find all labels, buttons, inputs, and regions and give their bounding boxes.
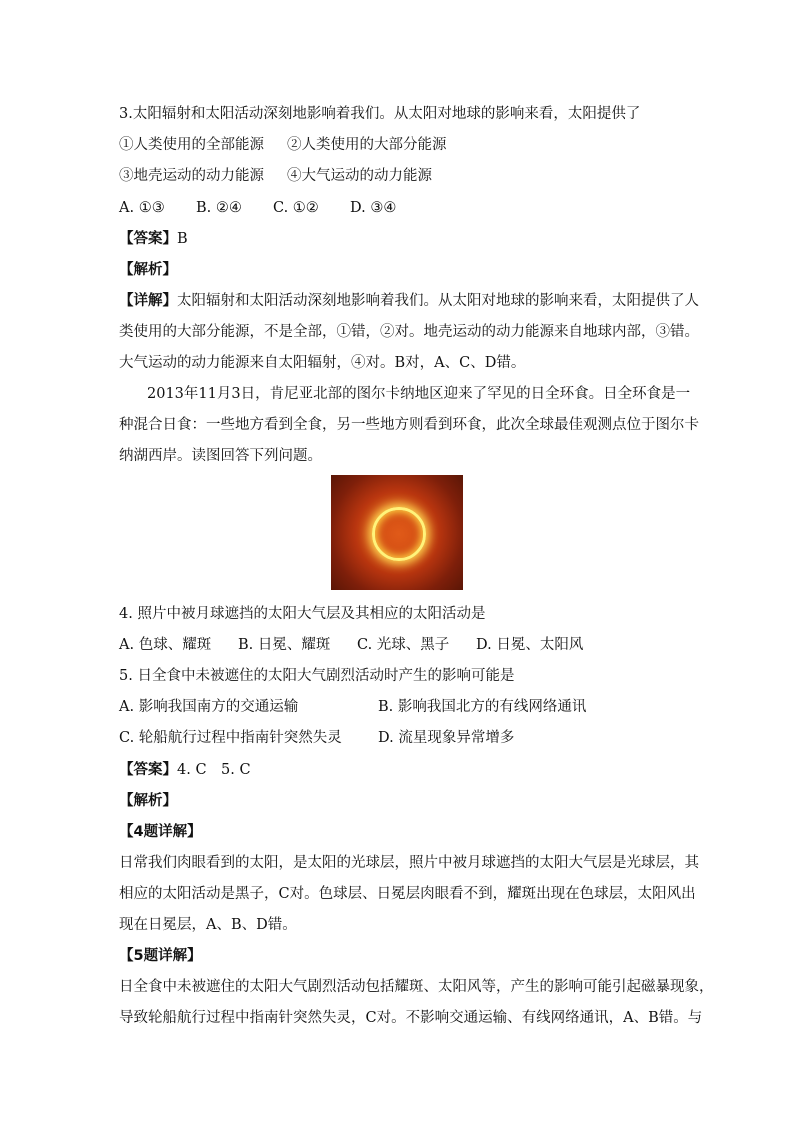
q3-analysis-label: 【解析】 xyxy=(119,262,177,278)
q3-items-row2 xyxy=(119,166,432,186)
q3-item-2: ②人类使用的大部分能源 xyxy=(287,137,447,153)
q5-stem: 5. 日全食中未被遮住的太阳大气剧烈活动时产生的影响可能是 xyxy=(119,668,515,684)
q4-detail-line-1: 日常我们肉眼看到的太阳，是太阳的光球层，照片中被月球遮挡的太阳大气层是光球层，其 xyxy=(119,855,699,871)
detail-text: 太阳辐射和太阳活动深刻地影响着我们。从太阳对地球的影响来看，太阳提供了人 xyxy=(177,293,699,309)
q4-detail-line-3: 现在日冕层，A、B、D错。 xyxy=(119,917,297,933)
passage-line-1: 2013年11月3日，肯尼亚北部的图尔卡纳地区迎来了罕见的日全环食。日全环食是一 xyxy=(147,386,691,402)
q4-options xyxy=(119,635,583,655)
q3-options xyxy=(119,198,396,218)
q3-item-3: ③地壳运动的动力能源 xyxy=(119,168,264,184)
answer-value: B xyxy=(177,231,188,247)
q4-detail-line-2: 相应的太阳活动是黑子，C对。色球层、日冕层肉眼看不到，耀斑出现在色球层，太阳风出 xyxy=(119,886,696,902)
q4-option-c: C. 光球、黑子 xyxy=(357,637,450,653)
q3-item-1: ①人类使用的全部能源 xyxy=(119,137,264,153)
q3-option-a: A. ①③ xyxy=(119,200,165,216)
q3-items-row1 xyxy=(119,135,447,155)
q5-options-row2 xyxy=(119,728,514,748)
q3-detail-line-1 xyxy=(119,291,699,311)
q3-detail-line-3: 大气运动的动力能源来自太阳辐射，④对。B对，A、C、D错。 xyxy=(119,355,526,371)
q3-detail-line-2: 类使用的大部分能源，不是全部，①错，②对。地壳运动的动力能源来自地球内部，③错。 xyxy=(119,324,699,340)
q45-answer xyxy=(119,760,251,780)
eclipse-ring xyxy=(372,507,426,561)
q5-option-b: B. 影响我国北方的有线网络通讯 xyxy=(378,699,587,715)
q3-item-4: ④大气运动的动力能源 xyxy=(287,168,432,184)
q4-option-d: D. 日冕、太阳风 xyxy=(476,637,584,653)
q5-options-row1 xyxy=(119,697,586,717)
q5-detail-line-1: 日全食中未被遮住的太阳大气剧烈活动包括耀斑、太阳风等，产生的影响可能引起磁暴现象， xyxy=(119,979,714,995)
q3-answer xyxy=(119,229,188,249)
passage-line-2: 种混合日食：一些地方看到全食，另一些地方则看到环食，此次全球最佳观测点位于图尔卡 xyxy=(119,417,699,433)
q3-option-c: C. ①② xyxy=(273,200,319,216)
q5-option-a: A. 影响我国南方的交通运输 xyxy=(119,699,299,715)
q5-detail-line-2: 导致轮船航行过程中指南针突然失灵，C对。不影响交通运输、有线网络通讯，A、B错。与 xyxy=(119,1010,703,1026)
passage-line-3: 纳湖西岸。读图回答下列问题。 xyxy=(119,448,322,464)
q4-option-a: A. 色球、耀斑 xyxy=(119,637,212,653)
answer-label: 【答案】 xyxy=(119,231,177,247)
q3-option-b: B. ②④ xyxy=(196,200,242,216)
answer-5: 5. C xyxy=(221,762,251,778)
q5-option-c: C. 轮船航行过程中指南针突然失灵 xyxy=(119,730,342,746)
q3-stem: 3.太阳辐射和太阳活动深刻地影响着我们。从太阳对地球的影响来看，太阳提供了 xyxy=(119,106,641,122)
q4-stem: 4. 照片中被月球遮挡的太阳大气层及其相应的太阳活动是 xyxy=(119,606,486,622)
q45-analysis-label: 【解析】 xyxy=(119,793,177,809)
q5-option-d: D. 流星现象异常增多 xyxy=(378,730,515,746)
q4-option-b: B. 日冕、耀斑 xyxy=(238,637,331,653)
answer-label: 【答案】 xyxy=(119,762,177,778)
q4-detail-label: 【4题详解】 xyxy=(119,824,202,840)
answer-4: 4. C xyxy=(177,762,207,778)
q3-option-d: D. ③④ xyxy=(350,200,397,216)
detail-label: 【详解】 xyxy=(119,293,177,309)
annular-eclipse-photo xyxy=(331,475,463,590)
q5-detail-label: 【5题详解】 xyxy=(119,948,202,964)
